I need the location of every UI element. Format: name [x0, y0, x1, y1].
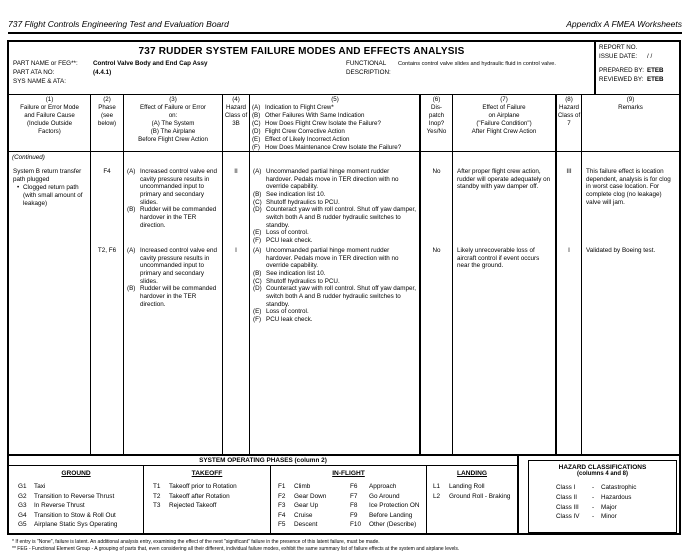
- row1-failure-bullet: • Clogged return path (with small amount of leakage): [17, 184, 83, 207]
- row1-indications: (A) Uncommanded partial hinge moment rudder hardover. Pedals move in TER direction with no override capability. (B) See indication list 10. (C) Shutoff hydraulics to PCU. (D) Counteract yaw with roll control. Shut off yaw damper, switch both A and B rudder hydraulic switches to standby. (E) Loss of control. (F) PCU leak check.: [253, 168, 417, 245]
- running-header-left: 737 Flight Controls Engineering Test and Evaluation Board: [8, 19, 229, 29]
- row2-indications: (A) Uncommanded partial hinge moment rudder hardover. Pedals move in TER direction with no override capability. (B) See indication list 10. (C) Shutoff hydraulics to PCU. (D) Counteract yaw with roll control. Shut off yaw damper, switch both A and B rudder hydraulic switches to standby. (E) Loss of control. (F) PCU leak check.: [253, 247, 417, 324]
- col-header-5: (5) (A) Indication to Flight Crew* (B) Other Failures With Same Indication (C) How Does Flight Crew Isolate the Failure? (D) Flight Crew Corrective Action (E) Effect of Likely Incorrect Action (F) How Does Maintenance Crew Isolate the Failure?: [250, 95, 421, 151]
- row2-hazard-7: I: [568, 247, 570, 254]
- reviewed-by-label: REVIEWED BY:: [599, 76, 644, 84]
- landing-heading: LANDING: [456, 470, 488, 477]
- body-col-failure-mode: [9, 152, 91, 454]
- reviewed-by-line: [599, 76, 679, 85]
- reviewed-by-value: ETEB: [647, 76, 664, 84]
- footnote-2: ** FEG - Functional Element Group - A grouping of parts that, even considering all their different, individual failure modes, exhibit the same summary list of failure effects at the system and airplane levels.: [12, 545, 460, 552]
- row1-effects: (A) Increased control valve end cavity pressure results in uncommanded input to primary and secondary slides. (B) Rudder will be commanded hardover in the TER direction.: [127, 168, 218, 229]
- row1-dispatch: No: [432, 168, 441, 175]
- phases-groups: [9, 466, 517, 533]
- prepared-by-line: [599, 67, 679, 76]
- ground-heading: GROUND: [61, 470, 91, 477]
- takeoff-heading: TAKEOFF: [191, 470, 223, 477]
- functional-description-label: FUNCTIONAL DESCRIPTION:: [346, 60, 391, 77]
- hazard-classifications-box: HAZARD CLASSIFICATIONS (columns 4 and 8) Class I - Catastrophic Class II - Hazardous Class III - Major Class IV - Minor: [528, 460, 677, 533]
- prepared-by-value: ETEB: [647, 67, 664, 75]
- body-col-effect: [124, 152, 223, 454]
- col-header-2: (2) Phase (see below): [91, 95, 124, 151]
- table-body: [9, 152, 679, 454]
- inflight-heading: IN-FLIGHT: [332, 470, 365, 477]
- body-col-dispatch: [421, 152, 453, 454]
- report-block: [594, 42, 679, 94]
- phase-group-takeoff: TAKEOFF T1 Takeoff prior to Rotation T2 Takeoff after Rotation T3 Rejected Takeoff: [144, 466, 271, 533]
- sys-name-label: SYS NAME & ATA:: [13, 78, 66, 86]
- row2-phase: T2, F6: [97, 247, 117, 254]
- title-block: [9, 42, 679, 95]
- hazard-box-area: [519, 456, 679, 533]
- continued-note: (Continued): [12, 154, 45, 161]
- report-no-label: REPORT NO.: [599, 44, 638, 51]
- body-col-phase: [91, 152, 124, 454]
- col-header-6: (6) Dis- patch Inop? Yes/No: [421, 95, 453, 151]
- worksheet-frame: [7, 40, 681, 535]
- issue-date-line: [599, 53, 679, 62]
- col-header-1: (1) Failure or Error Mode and Failure Cause (Include Outside Factors): [9, 95, 91, 151]
- phase-group-landing: LANDING L1 Landing Roll L2 Ground Roll - Braking: [427, 466, 517, 533]
- col-header-8: (8) Hazard Class of 7: [557, 95, 582, 151]
- functional-description: [346, 59, 596, 77]
- running-header-right: Appendix A FMEA Worksheets: [566, 19, 682, 29]
- phases-title: SYSTEM OPERATING PHASES (column 2): [9, 456, 517, 466]
- title-block-left: [9, 42, 594, 94]
- inflight-columns: [271, 482, 426, 530]
- row2-hazard-3b: I: [235, 247, 237, 254]
- hazard-subtitle: (columns 4 and 8): [576, 471, 628, 477]
- report-no-line: [599, 44, 679, 53]
- body-col-remarks: [582, 152, 679, 454]
- body-col-indications: [250, 152, 421, 454]
- hazard-title: HAZARD CLASSIFICATIONS: [558, 464, 647, 471]
- row2-dispatch: No: [432, 247, 441, 254]
- prepared-by-label: PREPARED BY:: [599, 67, 644, 75]
- bottom-section: [9, 454, 679, 533]
- system-operating-phases: [9, 456, 519, 533]
- row1-remarks: This failure effect is location dependent, analysis is for clog in worst case location. For complete clog (no leakage) valve will jam.: [586, 168, 671, 206]
- row1-hazard-3b: II: [234, 168, 238, 175]
- row1-hazard-7: III: [566, 168, 572, 175]
- col-header-3: (3) Effect of Failure or Error on: (A) The System (B) The Airplane Before Flight Crew Action: [124, 95, 223, 151]
- worksheet-title: 737 RUDDER SYSTEM FAILURE MODES AND EFFECTS ANALYSIS: [138, 46, 465, 57]
- col-header-4: (4) Hazard Class of 3B: [223, 95, 250, 151]
- footnote-1: * If entry is "None", failure is latent. An additional analysis entry, examining the effect of the next "significant" failure in the presence of this latent failure, must be made.: [12, 539, 380, 545]
- phase-group-ground: GROUND G1 Taxi G2 Transition to Reverse Thrust G3 In Reverse Thrust G4 Transition to Stow & Roll Out G5 Airplane Static Sys Operating: [9, 466, 144, 533]
- body-col-hazard-7: [557, 152, 582, 454]
- inflight-column-right: F6 Approach F7 Go Around F8 Ice Protection ON F9 Before Landing F10 Other (Describe): [350, 482, 420, 529]
- bullet-icon: •: [17, 184, 20, 192]
- col-header-7: (7) Effect of Failure on Airplane ("Failure Condition") After Flight Crew Action: [453, 95, 557, 151]
- col-header-9: (9) Remarks: [618, 96, 643, 111]
- row1-effect-after: After proper flight crew action, rudder will operate adequately on standby with yaw damper off.: [457, 168, 551, 191]
- phase-group-inflight: [271, 466, 427, 533]
- body-col-hazard-3b: [223, 152, 250, 454]
- row2-effects: (A) Increased control valve end cavity pressure results in uncommanded input to primary and secondary slides. (B) Rudder will be commanded hardover in the TER direction.: [127, 247, 218, 308]
- issue-date-label: ISSUE DATE:: [599, 52, 638, 60]
- inflight-column-left: F1 Climb F2 Gear Down F3 Gear Up F4 Cruise F5 Descent: [278, 482, 327, 529]
- column-headers: [9, 95, 679, 152]
- part-ata-label: PART ATA NO:: [13, 69, 55, 77]
- row2-remarks: Validated by Boeing test.: [586, 247, 656, 254]
- row1-failure-mode: System B return transfer path plugged • Clogged return path (with small amount of leakage): [9, 168, 90, 207]
- functional-description-value: Contains control valve slides and hydraulic fluid in control valve.: [398, 61, 556, 67]
- row2-effect-after: Likely unrecoverable loss of aircraft control if event occurs near the ground.: [457, 247, 540, 270]
- issue-date-value: / /: [647, 52, 653, 60]
- part-name-label: PART NAME or FEG**:: [13, 60, 78, 67]
- part-name-value: Control Valve Body and End Cap Assy: [93, 60, 208, 67]
- part-info: [9, 57, 594, 86]
- running-header: [8, 19, 682, 34]
- sys-name-line: [13, 77, 594, 86]
- row1-phase: F4: [103, 168, 111, 175]
- part-ata-value: (4.4.1): [93, 69, 112, 77]
- footnotes: [12, 539, 681, 552]
- body-col-effect-after: [453, 152, 557, 454]
